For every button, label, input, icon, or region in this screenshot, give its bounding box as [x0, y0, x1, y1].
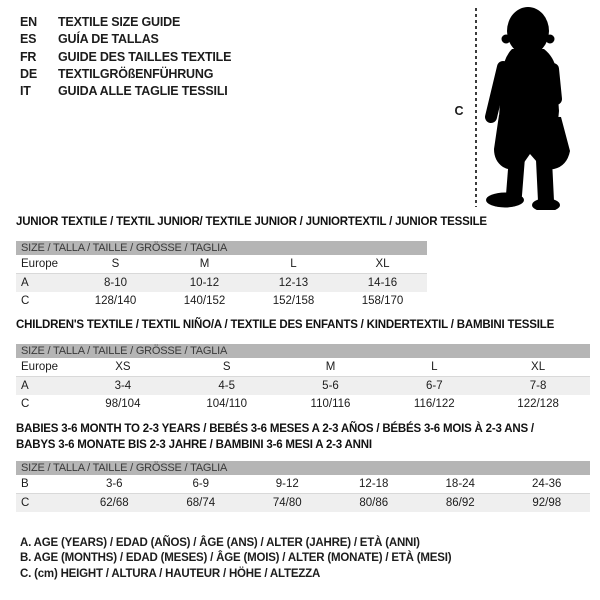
lang-code: EN [20, 15, 37, 29]
table-cell: 3-6 [105, 478, 123, 490]
lang-row-de [20, 66, 231, 83]
table-cell: 6-7 [425, 380, 443, 392]
babies-table-title-line2: BABYS 3-6 MONATE BIS 2-3 JAHRE / BAMBINI 3-6 MESI A 2-3 ANNI [16, 439, 372, 451]
lang-row-es [20, 31, 231, 48]
table-cell: 74/80 [272, 497, 302, 509]
table-cell: 128/140 [94, 295, 137, 307]
table-cell: 140/152 [183, 295, 226, 307]
size-band: SIZE / TALLA / TAILLE / GRÖSSE / TAGLIA [16, 461, 590, 475]
row-label: C [21, 497, 30, 509]
row-label: Europe [21, 361, 59, 373]
row-label: A [21, 277, 29, 289]
junior-table-rows [16, 255, 427, 310]
row-label: A [21, 380, 29, 392]
lang-title: GUÍA DE TALLAS [58, 32, 159, 47]
table-row [16, 292, 427, 310]
lang-title: TEXTILGRÖßENFÜHRUNG [58, 66, 214, 81]
children-size-table [16, 344, 590, 413]
babies-size-table [16, 461, 590, 512]
row-label: B [21, 478, 29, 490]
table-cell: 3-4 [114, 380, 132, 392]
table-cell: 68/74 [186, 497, 216, 509]
footnote-c: C. (cm) HEIGHT / ALTURA / HAUTEUR / HÖHE / ALTEZZA [20, 567, 321, 580]
lang-row-fr [20, 49, 231, 66]
table-cell: 62/68 [99, 497, 129, 509]
table-cell: 122/128 [517, 398, 559, 410]
table-cell: 104/110 [206, 398, 248, 410]
table-cell: 14-16 [367, 277, 398, 289]
table-cell: 4-5 [218, 380, 235, 392]
table-cell: 12-13 [278, 277, 309, 289]
language-header [20, 14, 231, 100]
table-cell: L [290, 258, 297, 270]
table-row [16, 255, 427, 274]
height-measure-dotted-line [475, 8, 477, 207]
lang-row-en [20, 14, 231, 31]
size-band: SIZE / TALLA / TAILLE / GRÖSSE / TAGLIA [16, 344, 590, 358]
lang-title: GUIDA ALLE TAGLIE TESSILI [58, 84, 228, 99]
table-cell: 8-10 [103, 277, 128, 289]
table-cell: M [325, 361, 336, 373]
footnote-b: B. AGE (MONTHS) / EDAD (MESES) / ÂGE (MOIS) / ALTER (MONATE) / ETÀ (MESI) [20, 552, 452, 565]
table-cell: 10-12 [189, 277, 220, 289]
table-cell: S [222, 361, 231, 373]
table-cell: 158/170 [361, 295, 404, 307]
lang-title: GUIDE DES TAILLES TEXTILE [58, 49, 232, 64]
table-cell: XS [115, 361, 131, 373]
table-cell: 7-8 [529, 380, 547, 392]
table-cell: 116/122 [413, 398, 455, 410]
table-cell: XL [531, 361, 546, 373]
junior-size-table [16, 241, 427, 310]
babies-table-rows [16, 475, 590, 512]
table-row [16, 358, 590, 377]
table-cell: S [111, 258, 120, 270]
lang-code: IT [20, 84, 31, 99]
height-measure-label: C [454, 104, 464, 118]
table-row [16, 377, 590, 395]
babies-table-title-line1: BABIES 3-6 MONTH TO 2-3 YEARS / BEBÉS 3-6 MESES A 2-3 AÑOS / BÉBÉS 3-6 MOIS À 2-3 ANS / [16, 423, 534, 435]
table-cell: XL [375, 258, 390, 270]
table-row [16, 494, 590, 512]
table-cell: 18-24 [445, 478, 475, 490]
baby-silhouette-icon [482, 5, 578, 210]
table-row [16, 395, 590, 413]
table-cell: M [199, 258, 210, 270]
table-cell: 80/86 [359, 497, 389, 509]
row-label: Europe [21, 258, 59, 270]
footnote-a: A. AGE (YEARS) / EDAD (AÑOS) / ÂGE (ANS) / ALTER (JAHRE) / ETÀ (ANNI) [20, 537, 420, 549]
children-table-rows [16, 358, 590, 413]
table-cell: L [431, 361, 438, 373]
table-cell: 12-18 [359, 478, 389, 490]
table-row [16, 475, 590, 494]
table-cell: 98/104 [105, 398, 141, 410]
table-cell: 24-36 [532, 478, 562, 490]
table-cell: 9-12 [275, 478, 299, 490]
lang-code: FR [20, 49, 37, 64]
table-cell: 86/92 [445, 497, 475, 509]
junior-table-title: JUNIOR TEXTILE / TEXTIL JUNIOR/ TEXTILE JUNIOR / JUNIORTEXTIL / JUNIOR TESSILE [16, 216, 487, 228]
table-cell: 6-9 [192, 478, 210, 490]
lang-code: DE [20, 66, 37, 81]
lang-code: ES [20, 32, 37, 47]
table-cell: 92/98 [532, 497, 562, 509]
table-cell: 5-6 [322, 380, 339, 392]
table-cell: 152/158 [272, 295, 315, 307]
legend-footnotes [20, 536, 451, 582]
size-band: SIZE / TALLA / TAILLE / GRÖSSE / TAGLIA [16, 241, 427, 255]
table-row [16, 274, 427, 292]
lang-title: TEXTILE SIZE GUIDE [58, 15, 181, 29]
table-cell: 110/116 [310, 398, 351, 410]
row-label: C [21, 398, 30, 410]
children-table-title: CHILDREN'S TEXTILE / TEXTIL NIÑO/A / TEXTILE DES ENFANTS / KINDERTEXTIL / BAMBINI TESSILE [16, 319, 555, 331]
lang-row-it [20, 83, 231, 100]
row-label: C [21, 295, 30, 307]
